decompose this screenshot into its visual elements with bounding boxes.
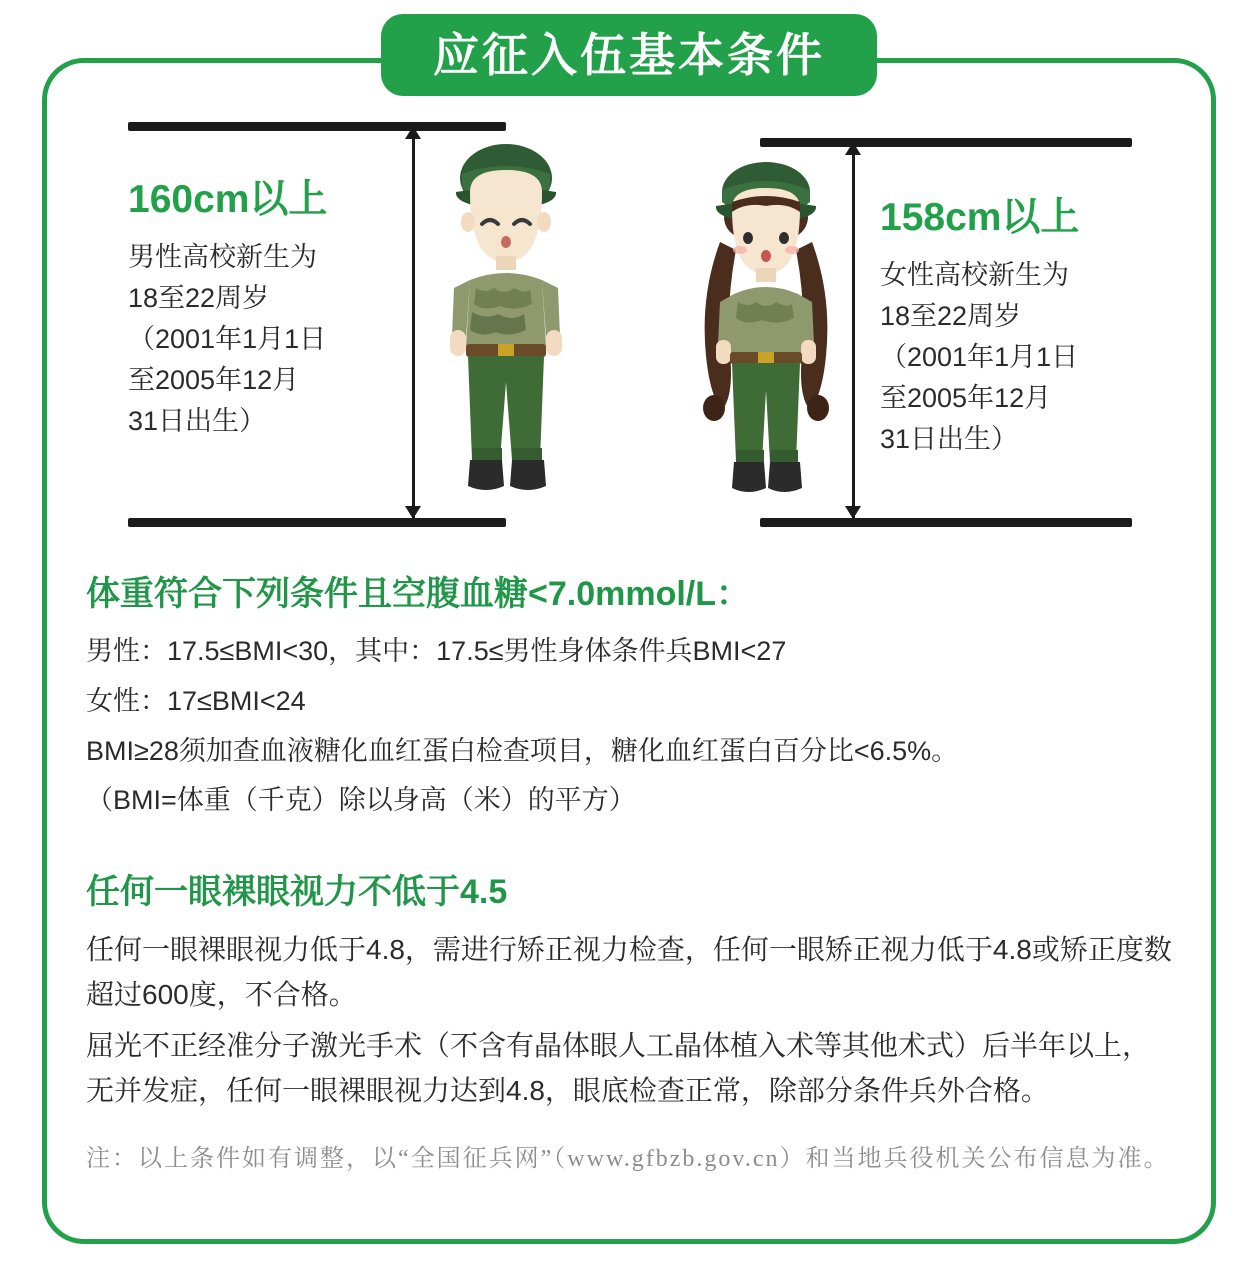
weight-requirement-line: 男性：17.5≤BMI<30，其中：17.5≤男性身体条件兵BMI<27	[86, 636, 787, 667]
female-requirement-line: 女性高校新生为	[880, 259, 1069, 290]
vision-requirement-line: 任何一眼裸眼视力低于4.8，需进行矫正视力检查，任何一眼矫正视力低于4.8或矫正度数超过600度，不合格。	[86, 934, 1172, 1010]
female-requirement-line: 18至22周岁	[880, 300, 1022, 331]
footnote-text: 注：以上条件如有调整，以“全国征兵网”（www.gfbzb.gov.cn）和当地兵役机关公布信息为准。	[86, 1146, 1170, 1172]
vision-requirement-section	[86, 870, 1176, 1119]
weight-section-heading: 体重符合下列条件且空腹血糖<7.0mmol/L：	[86, 575, 751, 613]
weight-requirement-line: （BMI=体重（千克）除以身高（米）的平方）	[86, 785, 636, 816]
female-arrow-up-icon	[845, 142, 861, 155]
male-requirement-line: 31日出生）	[128, 405, 267, 436]
female-measure-arrow-line	[852, 146, 855, 518]
male-requirement-line: 男性高校新生为	[128, 241, 317, 272]
vision-requirement-line: 屈光不正经准分子激光手术（不含有晶体眼人工晶体植入术等其他术式）后半年以上，无并发症，任何一眼裸眼视力达到4.8，眼底检查正常，除部分条件兵外合格。	[86, 1029, 1151, 1106]
male-requirement-line: （2001年1月1日	[128, 323, 327, 354]
female-requirements-block	[880, 196, 1152, 460]
footnote-section	[86, 1140, 1176, 1178]
page-title-badge	[381, 14, 877, 96]
female-arrow-down-icon	[845, 506, 861, 519]
female-requirement-line: 31日出生）	[880, 423, 1019, 454]
male-measure-arrow-line	[412, 130, 415, 518]
vision-section-heading: 任何一眼裸眼视力不低于4.5	[86, 873, 508, 911]
male-height-label: 160cm以上	[128, 178, 328, 221]
weight-requirement-line: 女性：17≤BMI<24	[86, 685, 306, 716]
male-arrow-up-icon	[405, 126, 421, 139]
height-requirement-section	[0, 100, 1258, 550]
male-soldier-icon	[432, 130, 580, 520]
page-title: 应征入伍基本条件	[433, 29, 825, 81]
female-requirement-line: 至2005年12月	[880, 382, 1052, 413]
male-requirement-line: 至2005年12月	[128, 364, 300, 395]
female-requirement-line: （2001年1月1日	[880, 341, 1079, 372]
weight-requirement-section	[86, 572, 1176, 829]
female-height-label: 158cm以上	[880, 196, 1080, 239]
female-soldier-icon	[686, 146, 846, 520]
male-requirements-block	[128, 178, 400, 442]
weight-requirement-line: BMI≥28须加查血液糖化血红蛋白检查项目，糖化血红蛋白百分比<6.5%。	[86, 735, 959, 766]
male-requirement-line: 18至22周岁	[128, 282, 270, 313]
male-arrow-down-icon	[405, 506, 421, 519]
